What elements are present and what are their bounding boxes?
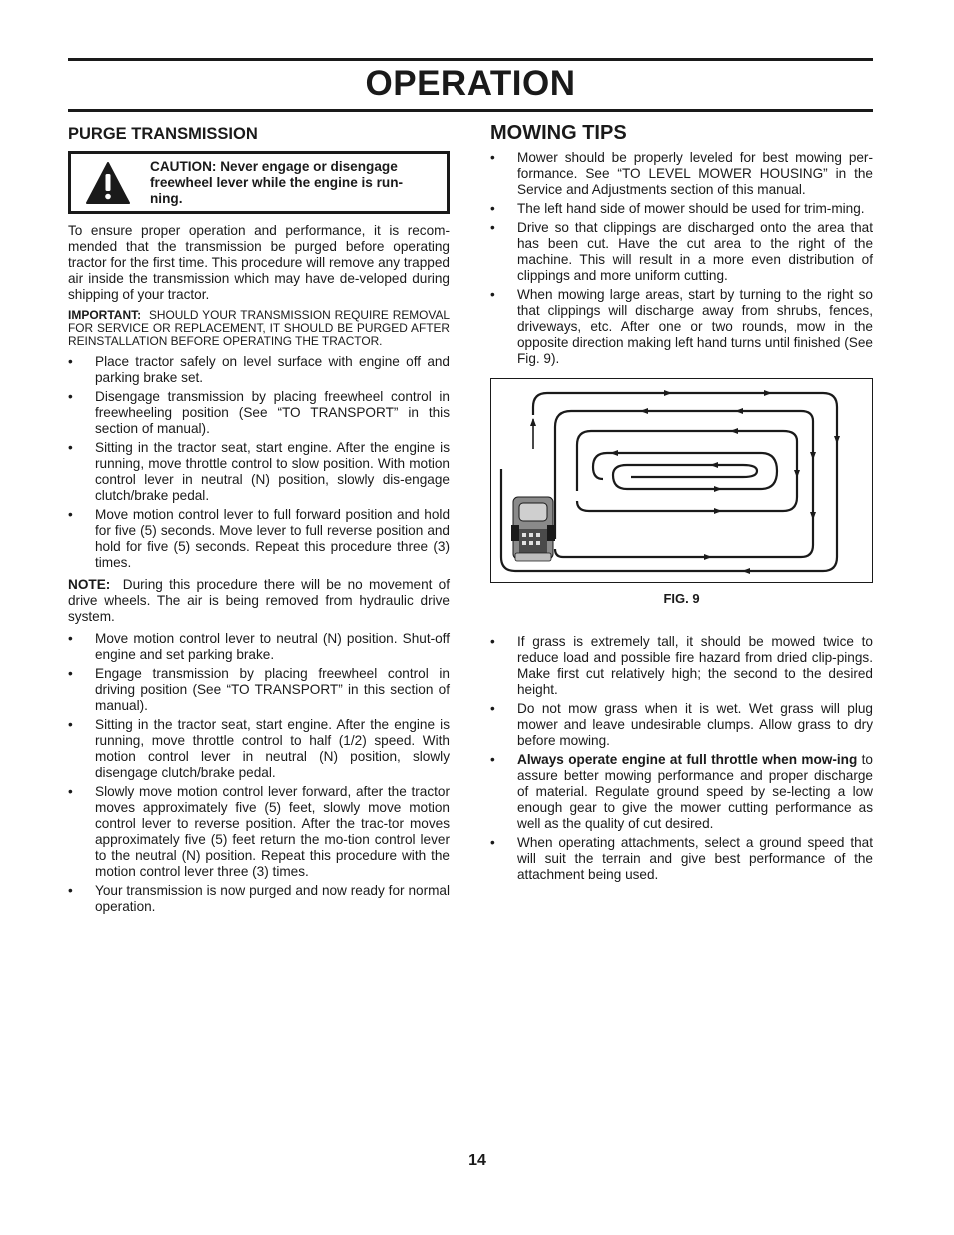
important-text: SHOULD YOUR TRANSMISSION REQUIRE REMOVAL FOR SERVICE OR REPLACEMENT, IT SHOULD BE PURGED AFTER REINSTALLATION BEFORE OPERATING THE TRACTOR. xyxy=(68,308,450,348)
mowing-pattern-diagram xyxy=(491,379,872,582)
note-text: During this procedure there will be no movement of drive wheels. The air is being removed from hydraulic drive system. xyxy=(68,577,450,624)
tractor-icon xyxy=(511,497,555,561)
purge-transmission-section xyxy=(68,124,450,921)
list-item: • Move motion control lever to full forward position and hold for five (5) seconds. Move lever to full reverse position and hold for five (5) seconds. Repeat this procedure three (3) times. xyxy=(68,507,450,571)
list-item: • If grass is extremely tall, it should be mowed twice to reduce load and possible fire hazard from dried clip-pings. Make first cut relatively high; the second to the desired height. xyxy=(490,634,873,698)
important-notice xyxy=(68,309,450,348)
list-item: • Drive so that clippings are discharged onto the area that has been cut. Have the cut area to the right of the machine. This will result in a more even distribution of clippings and more uniform cutting. xyxy=(490,220,873,284)
list-item: • Sitting in the tractor seat, start engine. After the engine is running, move throttle control to slow position. With motion control lever in neutral (N) position, slowly dis-engage clutch/brake pedal. xyxy=(68,440,450,504)
note-paragraph xyxy=(68,577,450,625)
bold-lead-text: Always operate engine at full throttle when mow-ing xyxy=(517,752,858,767)
warning-triangle-icon xyxy=(85,161,131,205)
list-item: • Sitting in the tractor seat, start engine. After the engine is running, move throttle control to half (1/2) speed. With motion control lever in neutral (N) position, slowly disengage clutch/brake pedal. xyxy=(68,717,450,781)
mowing-tips-list-a xyxy=(490,150,873,367)
caution-box xyxy=(68,151,450,214)
list-item: • Place tractor safely on level surface with engine off and parking brake set. xyxy=(68,354,450,386)
list-item xyxy=(490,752,873,832)
header-rule-top xyxy=(68,58,873,61)
list-item: • Slowly move motion control lever forward, after the tractor moves approximately five (5) feet, slowly move motion control lever to reverse position. After the trac-tor moves approximately five (5) feet return the mo-tion control lever to the neutral (N) position. Repeat this procedure with the motion control lever three (3) times. xyxy=(68,784,450,880)
mowing-heading: MOWING TIPS xyxy=(490,122,627,144)
list-item: • Engage transmission by placing freewheel control in driving position (See “TO TRANSPORT” in this section of manual). xyxy=(68,666,450,714)
caution-text: CAUTION: Never engage or disengage freewheel lever while the engine is run-ning. xyxy=(150,159,404,206)
mowing-pattern-figure xyxy=(490,378,873,583)
list-item: • When operating attachments, select a ground speed that will suit the terrain and give best performance of the attachment being used. xyxy=(490,835,873,883)
mowing-tips-section xyxy=(490,121,873,889)
purge-heading: PURGE TRANSMISSION xyxy=(68,125,258,143)
list-item: • Disengage transmission by placing freewheel control in freewheeling position (See “TO TRANSPORT” in this section of manual). xyxy=(68,389,450,437)
tip-rest-text: to assure better mowing performance and proper discharge of material. Regulate ground speed by se-lecting a low enough gear to give the mower cutting performance as well as the quality of cut desired. xyxy=(517,752,873,831)
figure-caption: FIG. 9 xyxy=(663,591,700,606)
list-item: • Move motion control lever to neutral (N) position. Shut-off engine and set parking brake. xyxy=(68,631,450,663)
note-label: NOTE: xyxy=(68,577,111,592)
purge-steps-list-b xyxy=(68,631,450,915)
list-item: • Mower should be properly leveled for best mowing per-formance. See “TO LEVEL MOWER HOUSING” in the Service and Adjustments section of this manual. xyxy=(490,150,873,198)
list-item: • Your transmission is now purged and now ready for normal operation. xyxy=(68,883,450,915)
purge-intro: To ensure proper operation and performance, it is recom-mended that the transmission be purged before operating tractor for the first time. This procedure will remove any trapped air inside the transmission which may have de-veloped during shipping of your tractor. xyxy=(68,223,450,302)
mowing-tips-list-b xyxy=(490,634,873,883)
header-rule-bottom xyxy=(68,109,873,112)
innermost-mowing-path xyxy=(593,453,777,489)
inner-mowing-path xyxy=(577,431,797,511)
list-item: • Do not mow grass when it is wet. Wet grass will plug mower and leave undesirable clumps. Allow grass to dry before mowing. xyxy=(490,701,873,749)
list-item: • When mowing large areas, start by turning to the right so that clippings will discharge away from shrubs, fences, driveways, etc. After one or two rounds, mow in the opposite direction making left hand turns until finished (See Fig. 9). xyxy=(490,287,873,367)
purge-steps-list-a xyxy=(68,354,450,571)
page-number: 14 xyxy=(468,1152,486,1169)
list-item: • The left hand side of mower should be used for trim-ming. xyxy=(490,201,873,217)
page-title: OPERATION xyxy=(365,64,576,103)
important-label: IMPORTANT: xyxy=(68,308,142,322)
